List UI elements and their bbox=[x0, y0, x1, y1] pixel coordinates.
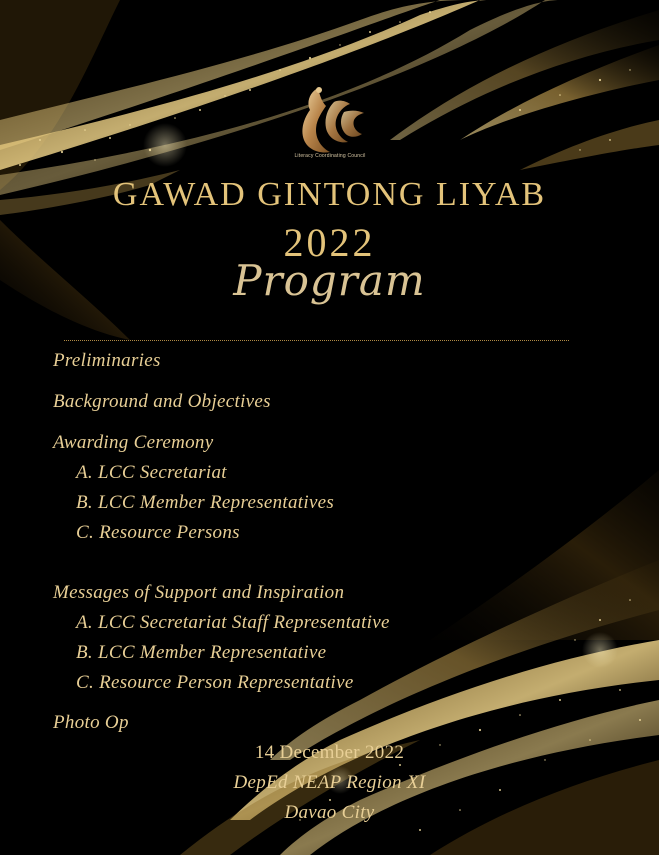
dotted-divider bbox=[64, 340, 569, 341]
event-title: GAWAD GINTONG LIYAB bbox=[112, 176, 547, 213]
program-item-photo-op: Photo Op bbox=[53, 712, 129, 733]
awarding-sub-item: A. LCC Secretariat bbox=[76, 462, 227, 483]
logo-caption: Literacy Coordinating Council bbox=[294, 153, 366, 159]
program-item-awarding: Awarding Ceremony bbox=[53, 432, 214, 453]
messages-sub-item: A. LCC Secretariat Staff Representative bbox=[76, 612, 390, 633]
program-item-background: Background and Objectives bbox=[53, 391, 271, 412]
program-item-preliminaries: Preliminaries bbox=[53, 350, 161, 371]
event-venue: DepEd NEAP Region XI bbox=[233, 772, 426, 793]
messages-sub-item: C. Resource Person Representative bbox=[76, 672, 354, 693]
event-city: Davao City bbox=[284, 802, 375, 823]
awarding-sub-item: B. LCC Member Representatives bbox=[76, 492, 335, 513]
awarding-sub-item: C. Resource Persons bbox=[76, 522, 240, 543]
program-heading: Program bbox=[233, 256, 426, 305]
messages-sub-item: B. LCC Member Representative bbox=[76, 642, 327, 663]
event-year: 2022 bbox=[283, 220, 376, 265]
event-date: 14 December 2022 bbox=[254, 742, 405, 763]
program-item-messages: Messages of Support and Inspiration bbox=[53, 582, 345, 603]
